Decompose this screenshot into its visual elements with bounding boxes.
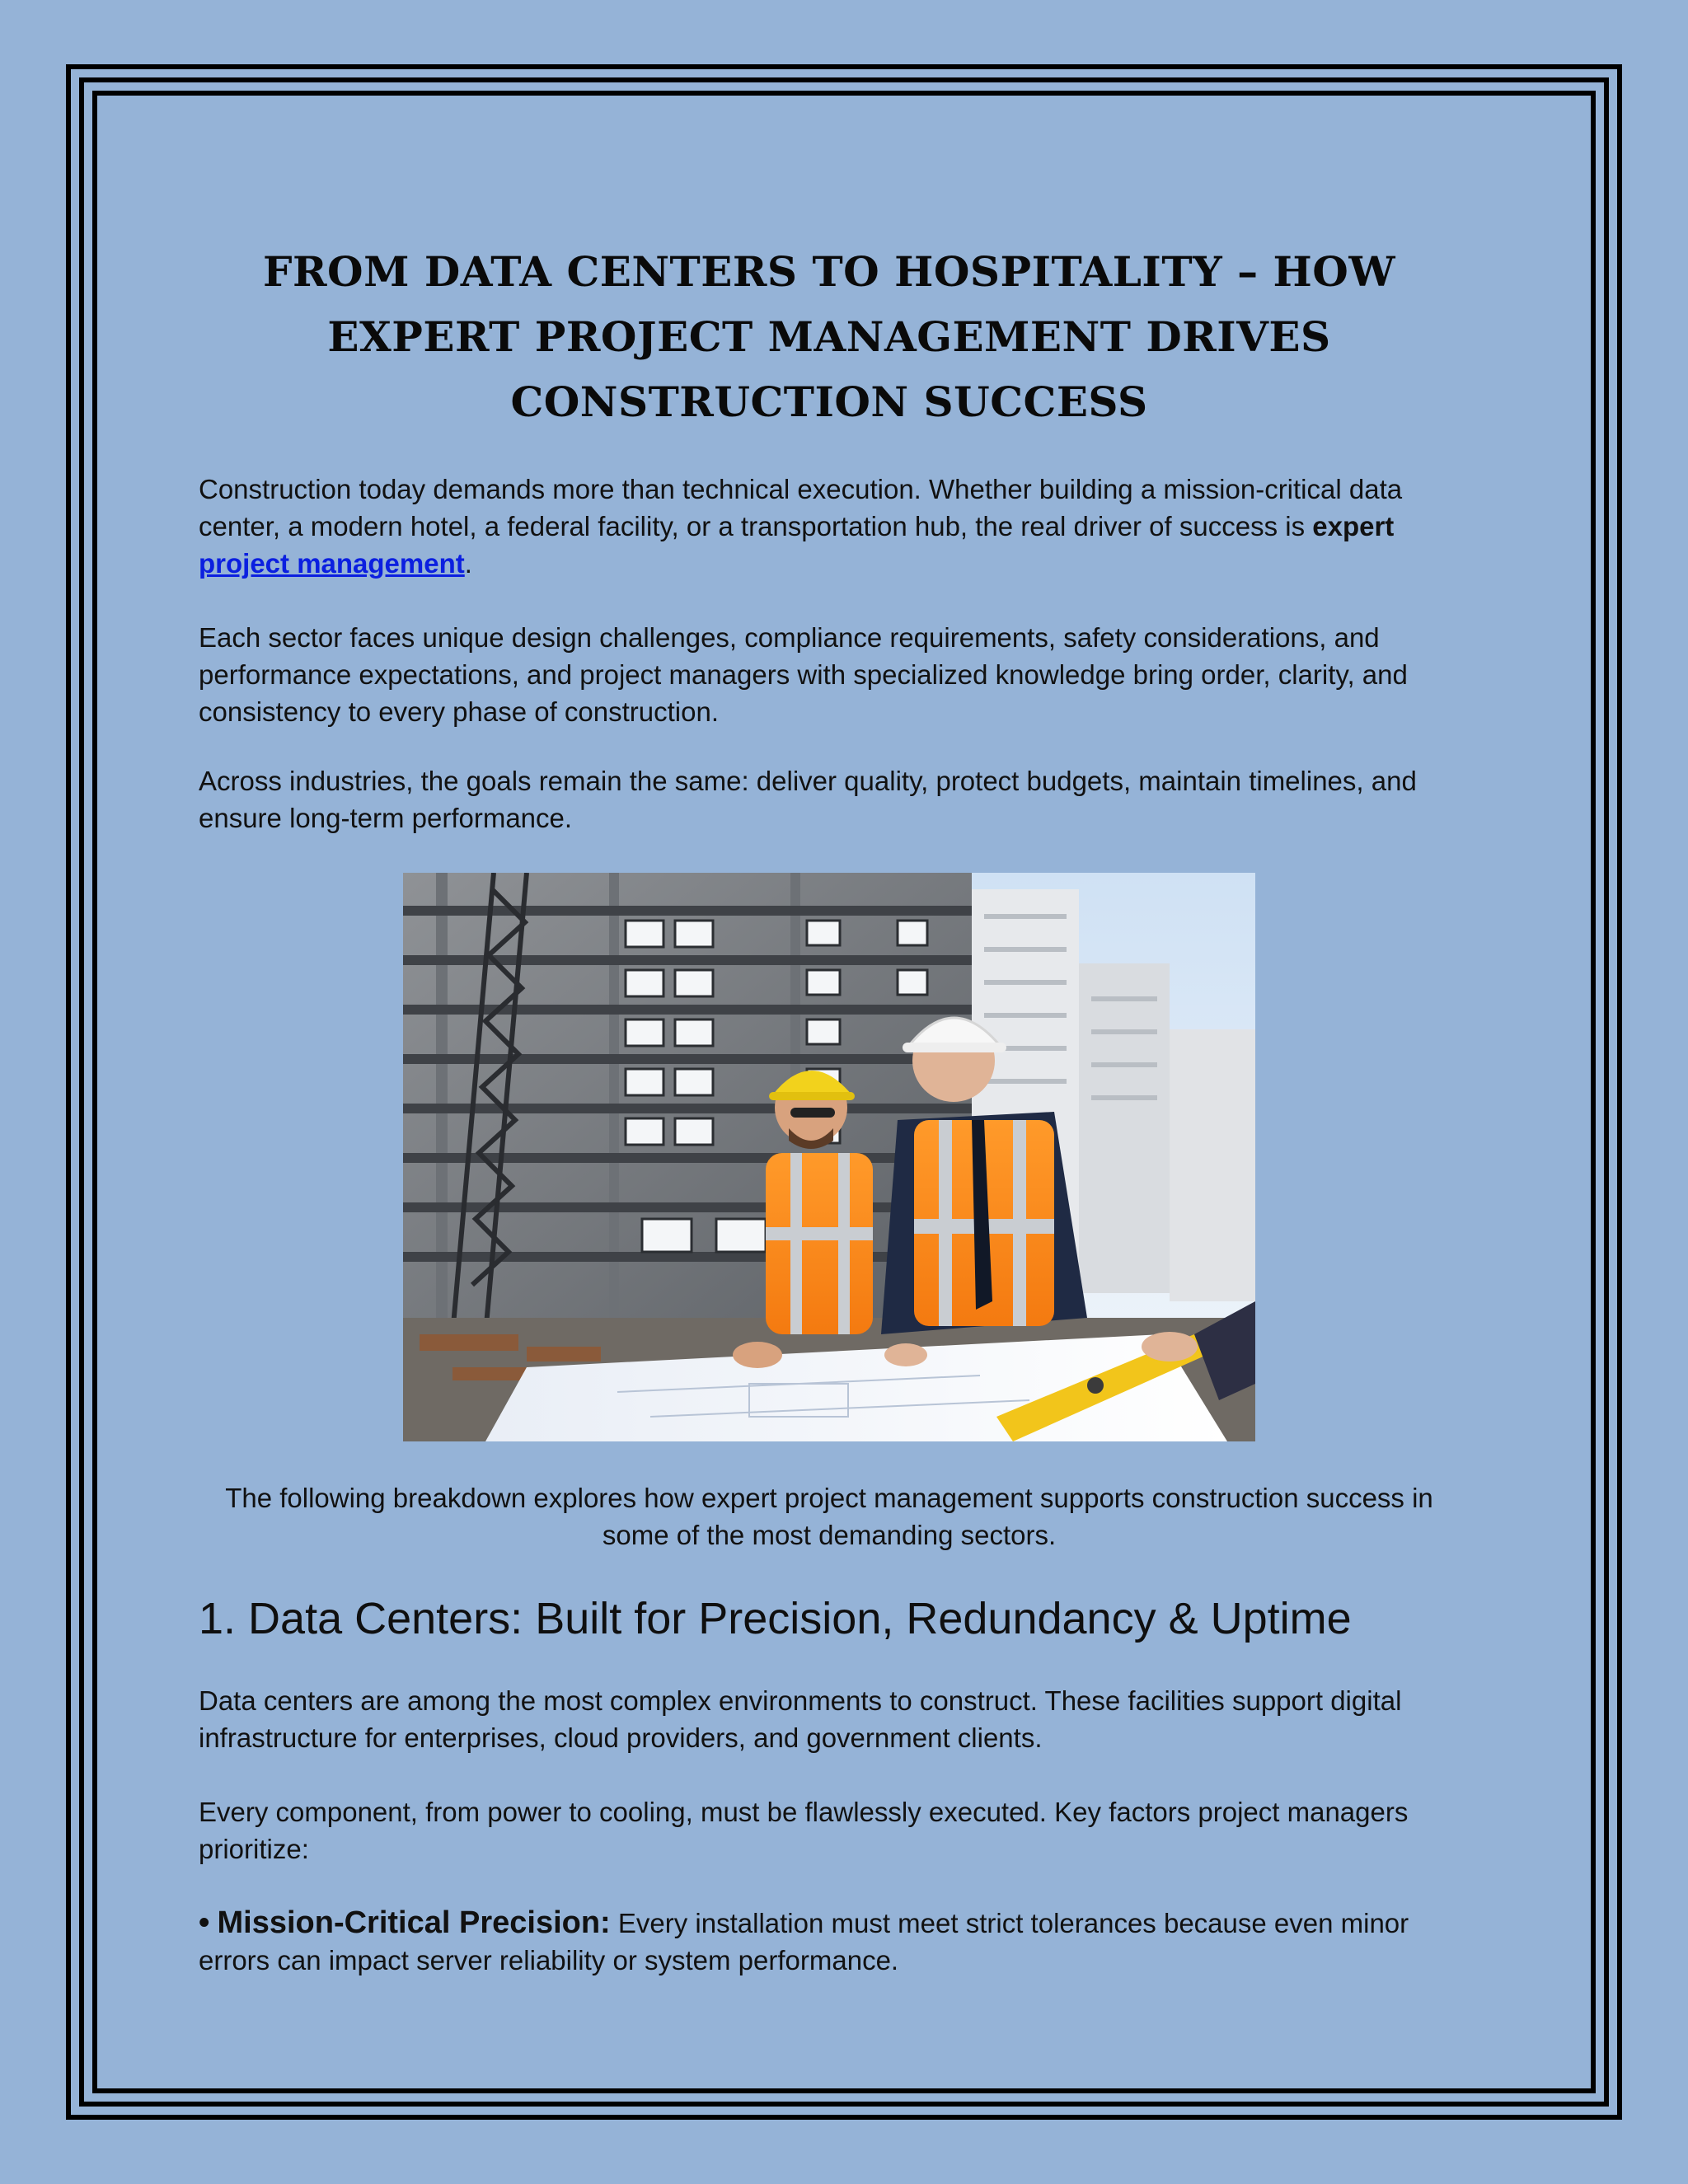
intro-bold-text: expert	[1312, 511, 1395, 541]
bullet-lead-text: Mission-Critical Precision:	[217, 1905, 611, 1940]
intro-end: .	[464, 548, 472, 579]
section-heading-data-centers: 1. Data Centers: Built for Precision, Redundancy & Uptime	[199, 1594, 1352, 1643]
intro-paragraph	[199, 471, 1460, 582]
data-centers-paragraph-2: Every component, from power to cooling, must be flawlessly executed. Key factors project managers prioritize:	[199, 1797, 1409, 1864]
bullet-item-mission-critical	[199, 1905, 1460, 1979]
project-management-link[interactable]: project management	[199, 548, 465, 579]
article-body	[199, 239, 1460, 1979]
image-caption: The following breakdown explores how expert project management supports construction success in some of the most demanding sectors.	[225, 1483, 1433, 1550]
article-title: FROM DATA CENTERS TO HOSPITALITY – HOW EXPERT PROJECT MANAGEMENT DRIVES CONSTRUCTION SUCCESS	[263, 247, 1395, 426]
intro-text: Construction today demands more than technical execution. Whether building a mission-critical data center, a modern hotel, a federal facility, or a transportation hub, the real driver of success is	[199, 474, 1403, 541]
data-centers-paragraph-1: Data centers are among the most complex environments to construct. These facilities support digital infrastructure for enterprises, cloud providers, and government clients.	[199, 1685, 1402, 1753]
sector-paragraph: Each sector faces unique design challenges, compliance requirements, safety considerations, and performance expectations, and project managers with specialized knowledge bring order, clarity, and consistency to every phase of construction.	[199, 622, 1408, 727]
construction-workers-photo	[403, 873, 1255, 1441]
goals-paragraph: Across industries, the goals remain the same: deliver quality, protect budgets, maintain timelines, and ensure long-term performance.	[199, 766, 1417, 833]
bullet-marker: •	[199, 1905, 210, 1940]
bullet-body-text: Every installation must meet strict tolerances because even minor errors can impact server reliability or system performance.	[199, 1908, 1409, 1975]
